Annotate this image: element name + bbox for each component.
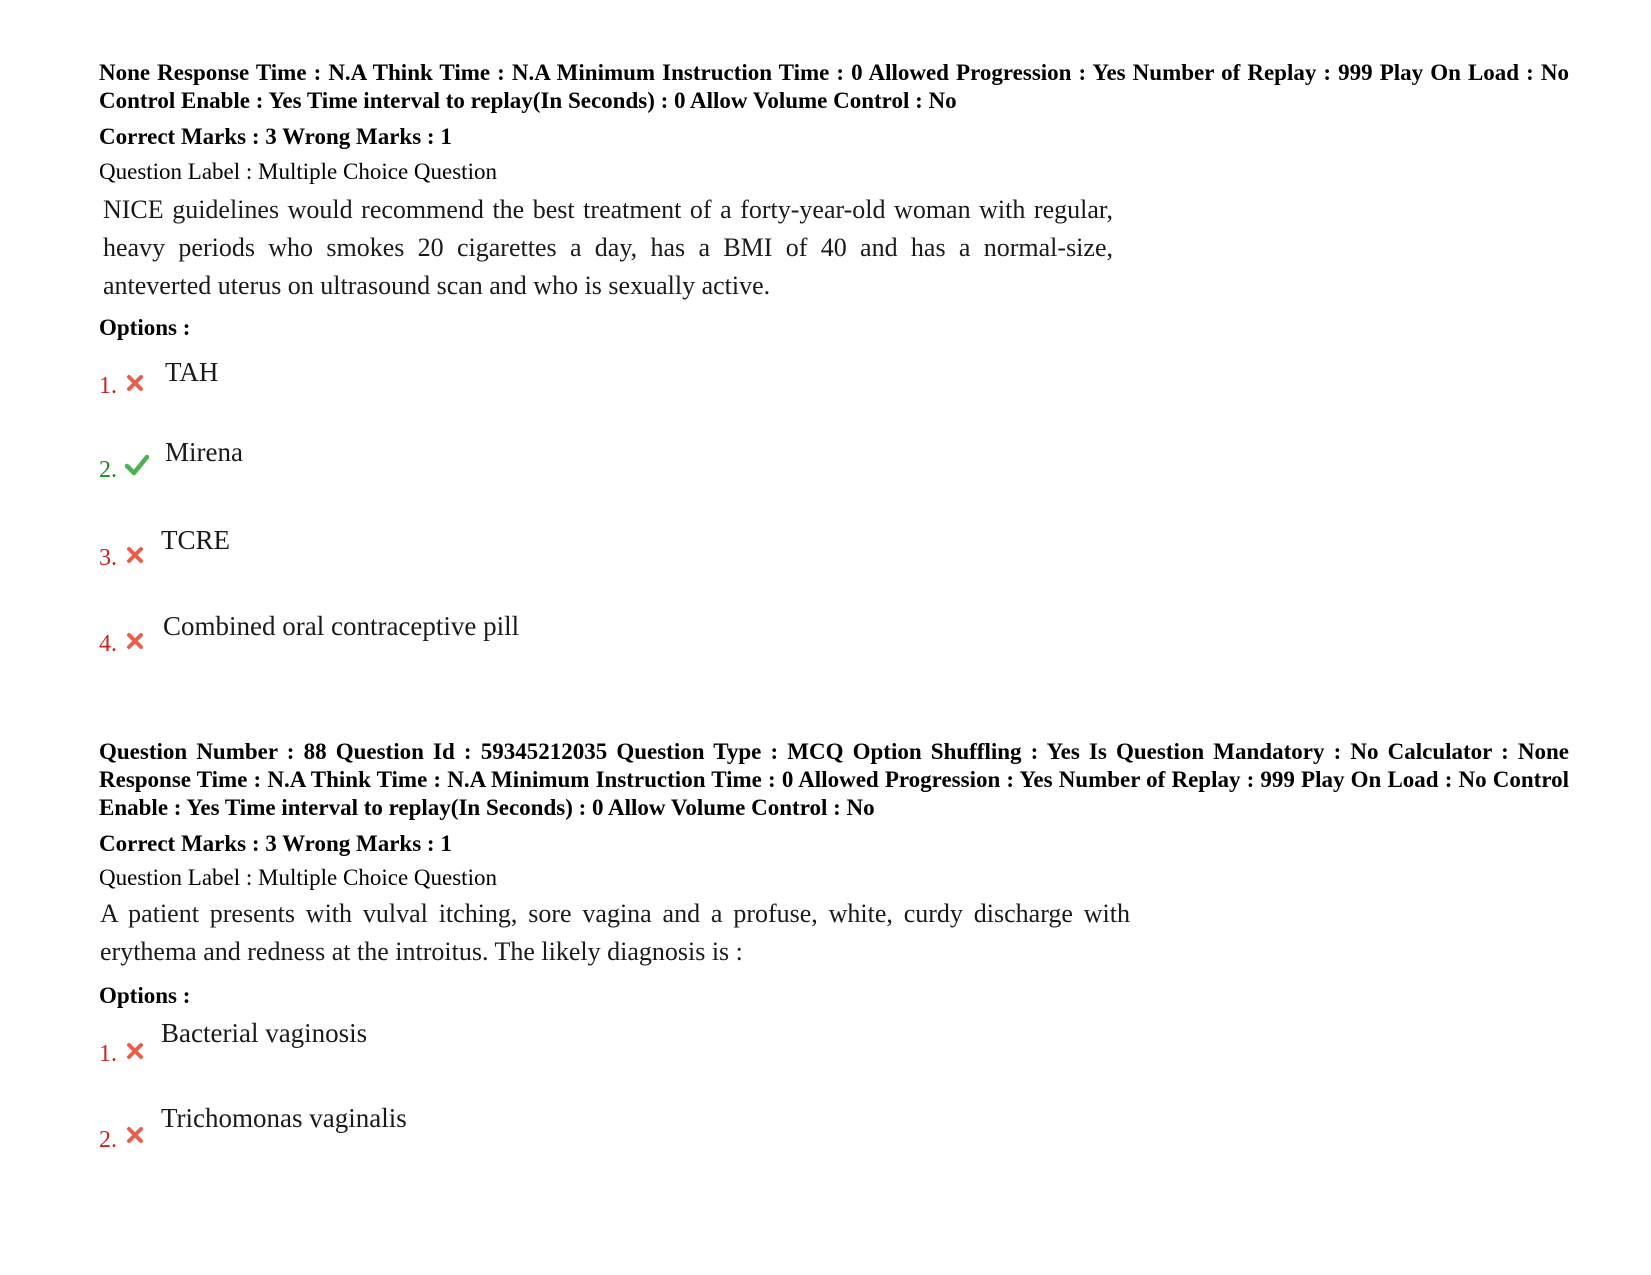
cross-icon bbox=[125, 1125, 145, 1145]
option-text: TAH bbox=[165, 357, 219, 387]
q87-meta: None Response Time : N.A Think Time : N.A Minimum Instruction Time : 0 Allowed Progression : Yes Number of Replay : 999 Play On Load : No Control Enable : Yes Time interval to replay(In Seconds) : 0 Allow Volume Control : No bbox=[99, 60, 1569, 113]
option-number: 1. bbox=[99, 1041, 117, 1067]
q88-question-label: Question Label : Multiple Choice Question bbox=[99, 865, 497, 890]
q88-question-text: A patient presents with vulval itching, sore vagina and a profuse, white, curdy discharge with erythema and redness at the introitus. The likely diagnosis is : bbox=[100, 899, 1130, 966]
q87-question-label: Question Label : Multiple Choice Question bbox=[99, 159, 497, 184]
option-number: 2. bbox=[99, 1127, 117, 1153]
q88-marks: Correct Marks : 3 Wrong Marks : 1 bbox=[99, 831, 452, 856]
option-text: TCRE bbox=[161, 525, 231, 555]
cross-icon bbox=[125, 631, 145, 651]
cross-icon bbox=[125, 1041, 145, 1061]
option-number: 3. bbox=[99, 545, 117, 571]
option-text: Combined oral contraceptive pill bbox=[163, 611, 520, 641]
option-number: 2. bbox=[99, 457, 117, 483]
option-number: 1. bbox=[99, 373, 117, 399]
option-text: Bacterial vaginosis bbox=[161, 1018, 368, 1048]
check-icon bbox=[125, 454, 149, 476]
q88-meta: Question Number : 88 Question Id : 59345212035 Question Type : MCQ Option Shuffling : Yes Is Question Mandatory : No Calculator : None Response Time : N.A Think Time : N.A Minimum Instruction Time : 0 Allowed Progression : Yes Number of Replay : 999 Play On Load : No Control Enable : Yes Time interval to replay(In Seconds) : 0 Allow Volume Control : No bbox=[99, 739, 1569, 820]
option-text: Trichomonas vaginalis bbox=[161, 1103, 407, 1133]
q87-marks: Correct Marks : 3 Wrong Marks : 1 bbox=[99, 124, 452, 149]
cross-icon bbox=[125, 545, 145, 565]
q87-options-heading: Options : bbox=[99, 315, 191, 340]
q87-question-text: NICE guidelines would recommend the best treatment of a forty-year-old woman with regular, heavy periods who smokes 20 cigarettes a day, has a BMI of 40 and has a normal-size, anteverted uterus on ultrasound scan and who is sexually active. bbox=[103, 195, 1113, 300]
q88-options-heading: Options : bbox=[99, 983, 191, 1008]
option-text: Mirena bbox=[165, 437, 243, 467]
option-number: 4. bbox=[99, 631, 117, 657]
cross-icon bbox=[125, 373, 145, 393]
